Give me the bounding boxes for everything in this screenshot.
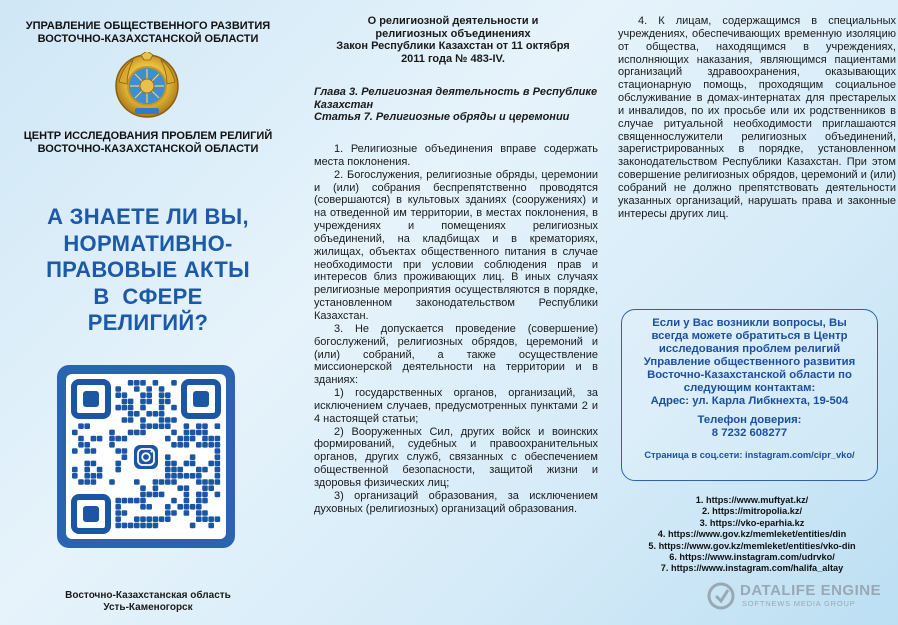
qr-module <box>159 399 165 405</box>
qr-module <box>140 417 146 423</box>
qr-module <box>84 467 90 473</box>
qr-module <box>140 430 146 436</box>
org-bottom <box>0 130 296 156</box>
article-title: Статья 7. Религиозные обряды и церемонии <box>314 111 570 123</box>
headline-line: РЕЛИГИЙ? <box>87 310 209 335</box>
qr-module <box>165 461 171 467</box>
qr-module <box>165 516 171 522</box>
link-item[interactable]: 5. https://www.gov.kz/memleket/entities/vko-din <box>648 540 856 551</box>
law-paragraph: 2. Богослужения, религиозные обряды, церемонии и (или) собрания беспрепятственно проводятся (совершаются) в культовых зданиях (сооружениях) и на отведенной им территории, в местах поклонения, в учреждениях и помещениях религиозных объединений, на кладбищах и в крематориях, жилищах, объектах общественного питания в случае необходимости при условии соблюдения прав и интересов близ проживающих лиц. В иных случаях религиозные мероприятия осуществляются в порядке, установленном законодательством Республики Казахстан. <box>314 168 598 322</box>
qr-module <box>140 380 146 386</box>
qr-module <box>128 380 134 386</box>
headline-line: ПРАВОВЫЕ АКТЫ <box>46 257 250 282</box>
qr-module <box>202 442 208 448</box>
qr-module <box>115 516 121 522</box>
qr-module <box>215 467 221 473</box>
qr-module <box>165 479 171 485</box>
city-footer <box>0 590 296 614</box>
qr-module <box>215 461 221 467</box>
qr-module <box>171 479 177 485</box>
qr-module <box>128 399 134 405</box>
org-top-line: ВОСТОЧНО-КАЗАХСТАНСКОЙ ОБЛАСТИ <box>37 33 259 45</box>
qr-module <box>122 454 128 460</box>
qr-module <box>140 492 146 498</box>
left-panel <box>0 0 296 625</box>
qr-module <box>153 516 159 522</box>
qr-module <box>165 473 171 479</box>
contact-line: всегда можете обратиться в Центр <box>651 330 848 342</box>
link-item[interactable]: 1. https://www.muftyat.kz/ <box>695 495 809 505</box>
qr-module <box>115 504 121 510</box>
qr-module <box>196 492 202 498</box>
contact-line: Восточно-Казахстанской области по <box>647 369 852 381</box>
qr-module <box>177 504 183 510</box>
qr-module <box>171 498 177 504</box>
qr-code-icon <box>66 374 226 539</box>
contact-line: Управление общественного развития <box>643 356 856 368</box>
qr-module <box>215 516 221 522</box>
link-item[interactable]: 6. https://www.instagram.com/udrvko/ <box>669 552 835 563</box>
qr-module <box>215 423 221 429</box>
link-item[interactable]: 4. https://www.gov.kz/memleket/entities/din <box>657 529 847 540</box>
law-title-line: религиозных объединениях <box>375 27 531 40</box>
qr-module <box>146 399 152 405</box>
qr-module <box>146 386 152 392</box>
qr-module <box>153 523 159 529</box>
qr-module <box>140 399 146 405</box>
qr-module <box>202 430 208 436</box>
contact-address: Адрес: ул. Карла Либкнехта, 19-504 <box>650 395 849 407</box>
law-paragraph: 4. К лицам, содержащимся в специальных учреждениях, обеспечивающих временную изоляцию от общества, находящимся в учреждениях, исполняющих наказания, являющимся пациентами организаций здравоохранения, оказывающих стационарную помощь, проходящим социальное обслуживание в домах-интернатах для престарелых и инвалидов, по их просьбе или их родственников в случае ритуальной необходимости приглашаются священнослужители религиозных объединений, зарегистрированных в порядке, установленном законодательством Республики Казахстан. При этом совершение религиозных обрядов, церемоний и (или) собраний не должно препятствовать деятельности указанных организаций, нарушать права и законные интересы других лиц. <box>618 15 896 220</box>
qr-module <box>159 516 165 522</box>
law-title-line: Закон Республики Казахстан от 11 октября <box>336 40 570 52</box>
qr-module <box>184 423 190 429</box>
qr-module <box>134 523 140 529</box>
law-paragraph: 2) Вооруженных Сил, других войск и воинских формирований, судебных и правоохранительных органов, других служб, связанных с обеспечением общественной безопасности, защитой жизни и здоровья физических лиц; <box>314 425 598 489</box>
qr-module <box>97 467 103 473</box>
qr-module <box>159 392 165 398</box>
qr-module <box>122 523 128 529</box>
qr-module <box>184 498 190 504</box>
qr-module <box>165 417 171 423</box>
phone-label: Телефон доверия: <box>697 414 802 426</box>
qr-module <box>190 473 196 479</box>
qr-module <box>91 479 97 485</box>
headline-line: В СФЕРЕ <box>93 283 203 309</box>
qr-module <box>215 448 221 454</box>
qr-code[interactable] <box>57 365 235 548</box>
qr-module <box>202 436 208 442</box>
law-title <box>308 15 598 65</box>
qr-module <box>128 430 134 436</box>
watermark-subtitle: SOFTNEWS MEDIA GROUP <box>742 599 856 608</box>
qr-module <box>165 436 171 442</box>
qr-module <box>78 442 84 448</box>
qr-module <box>190 461 196 467</box>
qr-module <box>159 417 165 423</box>
qr-module <box>202 485 208 491</box>
qr-module <box>196 423 202 429</box>
law-body <box>314 143 598 515</box>
qr-module <box>171 510 177 516</box>
qr-module <box>177 467 183 473</box>
contact-intro <box>622 317 877 408</box>
qr-module <box>171 417 177 423</box>
qr-module <box>115 461 121 467</box>
contact-line: исследования проблем религий <box>658 343 841 355</box>
qr-module <box>72 473 78 479</box>
qr-module <box>171 405 177 411</box>
qr-module <box>165 423 171 429</box>
qr-module <box>184 504 190 510</box>
qr-module <box>115 392 121 398</box>
qr-module <box>184 430 190 436</box>
qr-module <box>109 430 115 436</box>
org-top-line: УПРАВЛЕНИЕ ОБЩЕСТВЕННОГО РАЗВИТИЯ <box>25 20 271 32</box>
qr-module <box>84 479 90 485</box>
qr-module <box>115 510 121 516</box>
qr-module <box>115 448 121 454</box>
datalife-logo-icon <box>706 581 736 611</box>
qr-module <box>140 498 146 504</box>
org-bottom-line: ВОСТОЧНО-КАЗАХСТАНСКОЙ ОБЛАСТИ <box>37 143 259 155</box>
qr-module <box>115 467 121 473</box>
qr-module <box>202 423 208 429</box>
qr-module <box>196 430 202 436</box>
qr-module <box>115 436 121 442</box>
qr-module <box>177 485 183 491</box>
qr-module <box>109 442 115 448</box>
qr-module <box>84 473 90 479</box>
qr-module <box>78 436 84 442</box>
qr-module <box>134 498 140 504</box>
law-title-line: 2011 года № 483-IV. <box>401 52 505 65</box>
qr-module <box>146 516 152 522</box>
qr-module <box>153 479 159 485</box>
qr-module <box>146 392 152 398</box>
qr-module <box>122 392 128 398</box>
qr-module <box>165 454 171 460</box>
qr-module <box>215 492 221 498</box>
qr-module <box>159 405 165 411</box>
qr-module <box>97 436 103 442</box>
qr-module <box>128 405 134 411</box>
qr-module <box>91 473 97 479</box>
qr-module <box>72 430 78 436</box>
qr-module <box>72 467 78 473</box>
qr-module <box>140 516 146 522</box>
watermark <box>706 578 886 614</box>
qr-module <box>215 442 221 448</box>
link-item[interactable]: 7. https://www.instagram.com/halifa_altay <box>660 563 844 574</box>
qr-module <box>115 386 121 392</box>
qr-module <box>196 510 202 516</box>
qr-module <box>208 461 214 467</box>
law-paragraph: 3. Не допускается проведение (совершение) богослужений, религиозных обрядов, церемоний и (или) собраний, а также осуществление миссионерской деятельности на территории и в зданиях: <box>314 322 598 387</box>
qr-module <box>177 442 183 448</box>
headline <box>0 204 296 337</box>
qr-module <box>171 380 177 386</box>
qr-module <box>196 479 202 485</box>
contact-phone <box>622 414 877 440</box>
qr-module <box>84 461 90 467</box>
qr-module <box>215 436 221 442</box>
right-panel <box>606 0 898 625</box>
qr-module <box>140 504 146 510</box>
qr-module <box>115 405 121 411</box>
qr-module <box>122 417 128 423</box>
chapter-heading <box>314 86 598 124</box>
qr-module <box>109 479 115 485</box>
qr-module <box>215 479 221 485</box>
qr-module <box>171 430 177 436</box>
instagram-icon <box>130 441 162 473</box>
contact-line: Если у Вас возникли вопросы, Вы <box>652 317 847 329</box>
qr-module <box>122 498 128 504</box>
qr-module <box>202 510 208 516</box>
qr-module <box>165 504 171 510</box>
qr-module <box>140 405 146 411</box>
qr-module <box>146 523 152 529</box>
kazakhstan-emblem-icon <box>113 52 181 120</box>
qr-module <box>177 473 183 479</box>
city-line: Усть-Каменогорск <box>103 602 193 613</box>
phone-number[interactable]: 8 7232 608277 <box>711 427 788 439</box>
qr-module <box>171 461 177 467</box>
contact-line: следующим контактам: <box>683 382 816 394</box>
qr-module <box>140 485 146 491</box>
qr-module <box>190 523 196 529</box>
qr-module <box>196 516 202 522</box>
qr-module <box>208 479 214 485</box>
qr-module <box>128 411 134 417</box>
qr-module <box>177 436 183 442</box>
qr-module <box>196 442 202 448</box>
qr-module <box>84 423 90 429</box>
qr-module <box>196 498 202 504</box>
qr-module <box>159 411 165 417</box>
qr-module <box>196 473 202 479</box>
links-list <box>606 495 898 575</box>
headline-line: А ЗНАЕТЕ ЛИ ВЫ, <box>47 204 249 229</box>
qr-module <box>215 454 221 460</box>
qr-module <box>208 442 214 448</box>
qr-module <box>122 510 128 516</box>
qr-module <box>184 485 190 491</box>
qr-module <box>184 442 190 448</box>
qr-module <box>146 411 152 417</box>
qr-module <box>184 473 190 479</box>
qr-module <box>171 467 177 473</box>
qr-module <box>128 523 134 529</box>
link-item[interactable]: 2. https://mitropolia.kz/ <box>701 506 803 517</box>
qr-module <box>159 479 165 485</box>
qr-module <box>153 423 159 429</box>
qr-module <box>153 380 159 386</box>
qr-module <box>122 436 128 442</box>
qr-module <box>78 423 84 429</box>
qr-module <box>159 386 165 392</box>
law-paragraph: 3) организаций образования, за исключением духовных (религиозных) организаций образования. <box>314 489 598 515</box>
qr-module <box>146 504 152 510</box>
qr-module <box>171 473 177 479</box>
link-item[interactable]: 3. https://vko-eparhia.kz <box>699 517 805 528</box>
qr-module <box>184 510 190 516</box>
city-line: Восточно-Казахстанская область <box>65 590 231 601</box>
qr-module <box>184 461 190 467</box>
qr-module <box>122 448 128 454</box>
law-paragraph: 1) государственных органов, организаций, за исключением случаев, предусмотренных пунктами 2 и 4 настоящей статьи; <box>314 387 598 425</box>
qr-module <box>134 380 140 386</box>
qr-module <box>91 461 97 467</box>
contact-box <box>621 309 878 481</box>
qr-module <box>78 479 84 485</box>
watermark-title: DATALIFE ENGINE <box>740 582 882 599</box>
qr-module <box>202 492 208 498</box>
qr-module <box>196 504 202 510</box>
qr-module <box>208 516 214 522</box>
qr-module <box>140 423 146 429</box>
qr-module <box>134 411 140 417</box>
qr-module <box>202 467 208 473</box>
qr-module <box>128 498 134 504</box>
qr-module <box>153 411 159 417</box>
qr-module <box>153 485 159 491</box>
qr-module <box>109 436 115 442</box>
chapter-title: Глава 3. Религиозная деятельность в Республике Казахстан <box>314 86 598 111</box>
qr-module <box>122 405 128 411</box>
qr-module <box>190 436 196 442</box>
qr-module <box>84 442 90 448</box>
law-continuation <box>618 15 896 221</box>
qr-module <box>208 485 214 491</box>
qr-module <box>134 386 140 392</box>
law-paragraph: 1. Религиозные объединения вправе содержать места поклонения. <box>314 143 598 168</box>
org-bottom-line: ЦЕНТР ИССЛЕДОВАНИЯ ПРОБЛЕМ РЕЛИГИЙ <box>23 130 273 142</box>
qr-module <box>140 392 146 398</box>
qr-module <box>190 454 196 460</box>
qr-module <box>184 492 190 498</box>
qr-module <box>165 510 171 516</box>
qr-module <box>184 436 190 442</box>
qr-module <box>202 498 208 504</box>
qr-module <box>208 523 214 529</box>
qr-module <box>91 448 97 454</box>
qr-module <box>91 436 97 442</box>
qr-module <box>134 430 140 436</box>
qr-module <box>208 436 214 442</box>
qr-module <box>215 473 221 479</box>
qr-module <box>72 448 78 454</box>
qr-module <box>165 399 171 405</box>
headline-line: НОРМАТИВНО- <box>63 230 233 256</box>
qr-module <box>196 467 202 473</box>
qr-module <box>84 448 90 454</box>
qr-module <box>153 492 159 498</box>
qr-module <box>115 498 121 504</box>
qr-module <box>202 479 208 485</box>
qr-module <box>134 516 140 522</box>
qr-module <box>122 399 128 405</box>
qr-module <box>97 473 103 479</box>
qr-module <box>190 430 196 436</box>
qr-module <box>159 492 165 498</box>
qr-module <box>128 417 134 423</box>
social-link[interactable]: Страница в соц.сети: instagram.com/cipr_vko/ <box>644 450 855 460</box>
qr-module <box>165 467 171 473</box>
org-top <box>0 20 296 46</box>
qr-module <box>190 504 196 510</box>
qr-module <box>140 523 146 529</box>
qr-module <box>134 479 140 485</box>
qr-module <box>159 423 165 429</box>
qr-module <box>165 392 171 398</box>
middle-panel <box>300 0 602 625</box>
law-title-line: О религиозной деятельности и <box>367 15 539 27</box>
qr-module <box>115 523 121 529</box>
qr-module <box>146 423 152 429</box>
qr-module <box>171 442 177 448</box>
qr-module <box>202 516 208 522</box>
qr-module <box>146 492 152 498</box>
